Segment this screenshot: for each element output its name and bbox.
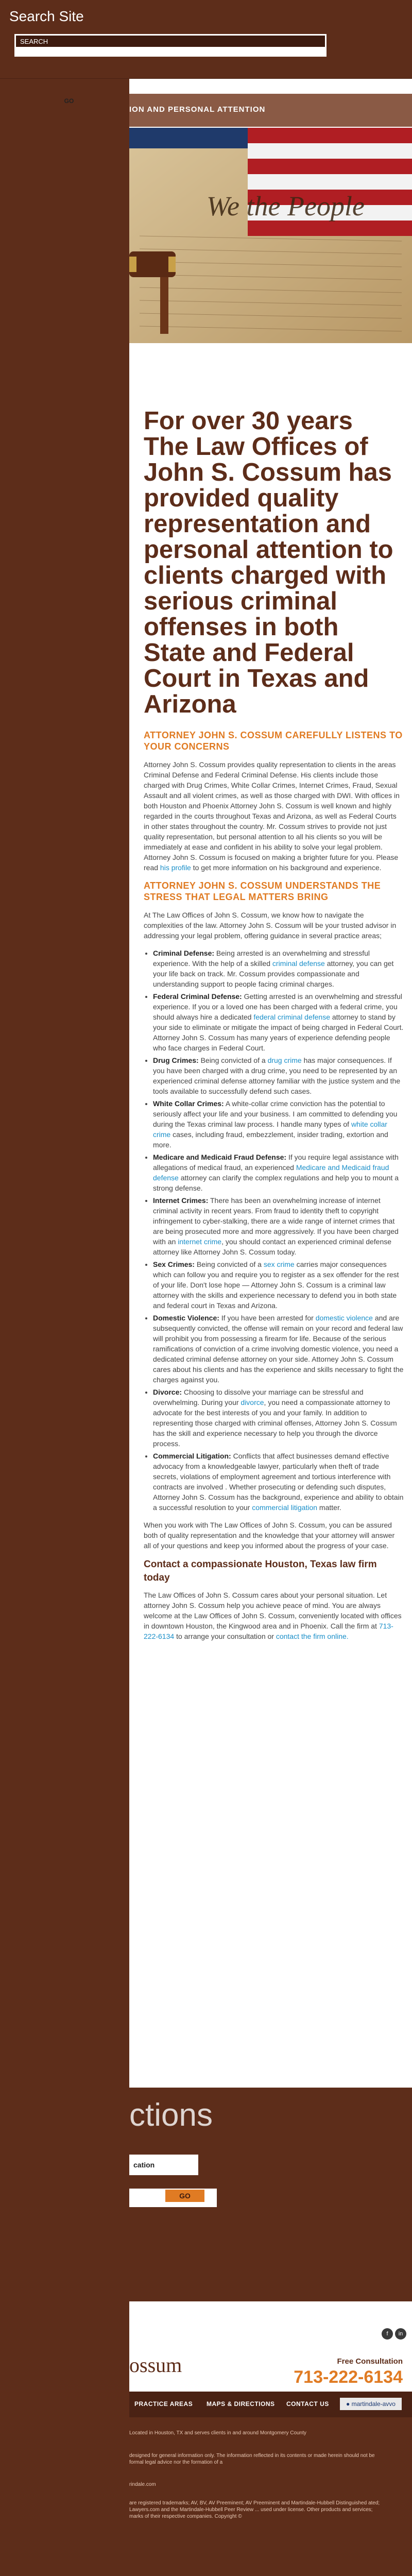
criminal-defense-link[interactable]: criminal defense	[272, 959, 325, 968]
constitution-flag-gavel-illustration	[129, 128, 412, 343]
search-box	[14, 34, 327, 105]
footer-header	[129, 2301, 412, 2392]
footer-phone[interactable]: 713-222-6134	[294, 2367, 403, 2387]
footer-legal	[129, 2417, 412, 2576]
section-heading-listens: ATTORNEY JOHN S. COSSUM CAREFULLY LISTENS TO YOUR CONCERNS	[144, 730, 403, 752]
list-item: • Internet Crimes: There has been an overwhelming increase of internet criminal activity in recent years. From fraud to identity theft to copyright infringement to cyber-stalking, there are a wide range of internet crimes that are being prosecuted more and more aggressively. If you have been charged with an internet crime, you should contact an experienced criminal defense attorney like Attorney John S. Cossum today.	[153, 1195, 404, 1257]
sex-crime-link[interactable]: sex crime	[263, 1260, 295, 1268]
list-item: • White Collar Crimes: A white-collar crime conviction has the potential to seriously affect your life and your business. I am committed to defending you during the Texas criminal law process. I handle many types of white collar crime cases, including fraud, embezzlement, insider trading, extortion and more.	[153, 1098, 404, 1150]
contact-heading: Contact a compassionate Houston, Texas law firm today	[144, 1559, 377, 1583]
internet-crime-link[interactable]: internet crime	[178, 1238, 222, 1246]
commercial-litigation-link[interactable]: commercial litigation	[252, 1503, 318, 1512]
page-heading: For over 30 years The Law Offices of John S. Cossum has provided quality representation and personal attention to clients charged with serious criminal offenses in both State and Federal Court in Texas and Arizona	[144, 407, 393, 718]
list-item: • Drug Crimes: Being convicted of a drug crime has major consequences. If you have been charged with a drug crime, you need to be represented by an experienced criminal defense attorney familiar with the justice system and the tools available to successfully defend such cases.	[153, 1055, 404, 1096]
tagline-banner	[129, 94, 412, 127]
footer-nav	[129, 2392, 412, 2417]
closing-paragraph: When you work with The Law Offices of John S. Cossum, you can be assured both of quality representation and the knowledge that your attorney will answer all of your questions and keep you informed about the progress of your case.	[144, 1521, 395, 1550]
list-item: • Medicare and Medicaid Fraud Defense: If you require legal assistance with allegations of medical fraud, an experienced Medicare and Medicaid fraud defense attorney can clarify the complex regulations and help you to mount a strong defense.	[153, 1152, 404, 1193]
search-go-button[interactable]: GO	[59, 97, 79, 104]
medicare-fraud-link[interactable]: Medicare and Medicaid fraud defense	[153, 1163, 389, 1182]
facebook-icon[interactable]: f	[382, 2328, 393, 2340]
free-consultation-label: Free Consultation	[337, 2357, 403, 2366]
nav-maps-directions[interactable]: MAPS & DIRECTIONS	[207, 2400, 275, 2408]
section-heading-stress: ATTORNEY JOHN S. COSSUM UNDERSTANDS THE STRESS THAT LEGAL MATTERS BRING	[144, 880, 381, 902]
directions-go-button[interactable]: GO	[165, 2190, 204, 2202]
practice-area-list	[144, 948, 404, 1513]
linkedin-icon[interactable]: in	[395, 2328, 406, 2340]
drug-crime-link[interactable]: drug crime	[267, 1056, 302, 1064]
practice-intro-paragraph: At The Law Offices of John S. Cossum, we know how to navigate the complexities of the law. Attorney John S. Cossum will be your trusted advisor in addressing your legal problem, offering guidance in several practice areas;	[144, 911, 397, 940]
list-item: • Federal Criminal Defense: Getting arrested is an overwhelming and stressful experience. If you or a loved one has been charged with a federal crime, you should always hire a dedicated federal criminal defense attorney to stand by your side to eliminate or mitigate the impact of being charged in Federal Court. Attorney John S. Cossum has many years of experience defending people who face charges in Federal Court.	[153, 991, 404, 1053]
nav-practice-areas[interactable]: PRACTICE AREAS	[134, 2400, 193, 2408]
site-search-panel	[0, 0, 412, 105]
list-item: • Sex Crimes: Being convicted of a sex crime carries major consequences which can follow you and require you to register as a sex offender for the rest of your life. Don't lose hope — Attorney John S. Cossum is a criminal law attorney with the skills and experience necessary to defend you in both state and federal court in Texas and Arizona.	[153, 1259, 404, 1311]
location-note: Located in Houston, TX and serves clients in and around Montgomery County	[129, 2430, 306, 2436]
federal-criminal-defense-link[interactable]: federal criminal defense	[253, 1013, 330, 1021]
tagline-text: ION AND PERSONAL ATTENTION	[129, 105, 266, 114]
domestic-violence-link[interactable]: domestic violence	[315, 1314, 373, 1322]
search-panel-title: Search Site	[9, 8, 84, 24]
white-collar-crime-link[interactable]: white collar crime	[153, 1120, 387, 1139]
directions-section	[129, 2088, 412, 2301]
contact-online-link[interactable]: contact the firm online.	[276, 1632, 349, 1640]
article	[144, 408, 404, 1649]
profile-link[interactable]: his profile	[160, 863, 191, 872]
phone-link[interactable]: 713-222-6134	[144, 1622, 393, 1640]
intro-paragraph: Attorney John S. Cossum provides quality representation to clients in the areas Criminal Defense and Federal Criminal Defense. His clients include those charged with Drug Crimes, White Collar Crimes, Internet Crimes, Fraud, Sexual Assault and all violent crimes, as well as those charged with DWI. With offices in both Houston and Phoenix Attorney John S. Cossum is well known and highly regarded in the courts throughout Texas and Arizona, as well as Federal Courts in other states throughout the country. Mr. Cossum strives to provide not just quality representation, but personal attention to all his clients so you will be immediately at ease and confident in his ability to solve your legal problem. Attorney John S. Cossum is focused on making a brighter future for you. Please read his profile to get more information on his background and experience.	[144, 760, 400, 872]
list-item: • Commercial Litigation: Conflicts that affect businesses demand effective advocacy from a knowledgeable lawyer, particularly when theft of trade secrets, violations of employment agreement and tortious interference with contracts are involved . Whether prosecuting or defending such disputes, Attorney John S. Cossum has the background, experience and ability to obtain a successful resolution to your commercial litigation matter.	[153, 1451, 404, 1513]
trademark-text: are registered trademarks; AV, BV, AV Preeminent; AV Preeminent and Martindale-Hubbell Distinguished ated; Lawyers.com and the Martindale-Hubbell Peer Review ... used under license. Other products and services; marks of their respective companies. Copyright ©	[129, 2500, 380, 2519]
disclaimer-text: designed for general information only. The information reflected in its contents or made herein should not be formal legal advice nor the formation of a	[129, 2453, 375, 2465]
list-item: • Domestic Violence: If you have been arrested for domestic violence and are subsequently convicted, the offense will remain on your record and federal law will prohibit you from possessing a firearm for life. Because of the serious ramifications of conviction of a crime involving domestic violence, you need a dedicated criminal defense attorney on your side. Attorney John S. Cossum cares about his clients and has the experience and skills necessary to fight the charges against you.	[153, 1313, 404, 1385]
list-item: • Divorce: Choosing to dissolve your marriage can be stressful and overwhelming. During your divorce, you need a compassionate attorney to advocate for the best interests of you and your family. In addition to representing those charged with criminal offenses, Attorney John S. Cossum has the skill and experience necessary to help you through the divorce process.	[153, 1387, 404, 1449]
scroll-script: We the People	[207, 191, 365, 222]
divorce-link[interactable]: divorce	[241, 1398, 264, 1406]
contact-paragraph: The Law Offices of John S. Cossum cares about your personal situation. Let attorney John S. Cossum help you achieve peace of mind. You are always welcome at the Law Offices of John S. Cossum, conveniently located with offices in downtown Houston, the Kingwood area and in Phoenix. Call the firm at 713-222-6134 to arrange your consultation or contact the firm online.	[144, 1591, 402, 1640]
directions-title: ctions	[129, 2097, 213, 2133]
location-input[interactable]: cation	[129, 2155, 198, 2175]
firm-logo: ossum	[129, 2353, 182, 2377]
search-input[interactable]	[16, 36, 325, 47]
list-item: • Criminal Defense: Being arrested is an overwhelming and stressful experience. With the help of a skilled criminal defense attorney, you can get your life back on track. Mr. Cossum provides compassionate and understanding support to people facing criminal charges.	[153, 948, 404, 989]
martindale-link[interactable]: rindale.com	[129, 2482, 156, 2487]
hero-image	[129, 128, 412, 343]
martindale-avvo-logo[interactable]: ● martindale-avvo	[340, 2398, 402, 2410]
nav-contact-us[interactable]: CONTACT US	[286, 2400, 329, 2408]
